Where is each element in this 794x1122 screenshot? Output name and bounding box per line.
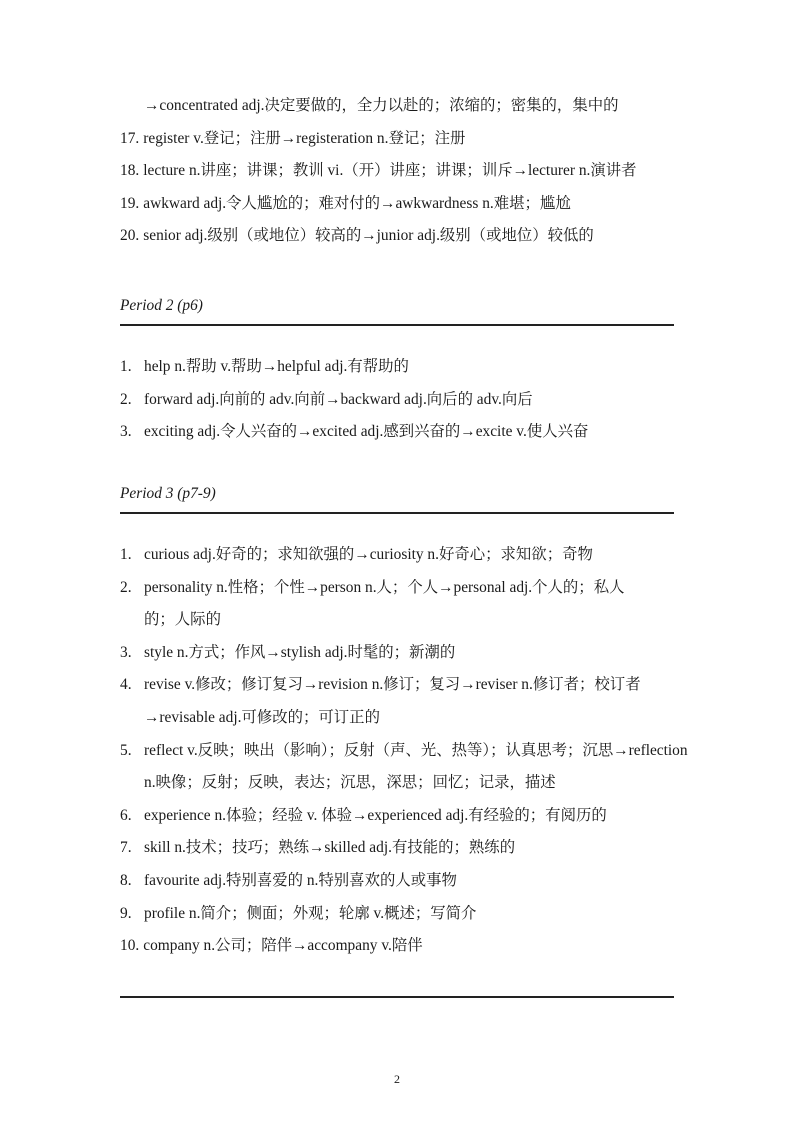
list-item-continuation: →concentrated adj.决定要做的，全力以赴的；浓缩的；密集的，集中的 [144, 97, 619, 114]
list-item-continuation: n.映像；反射；反映，表达；沉思，深思；回忆；记录，描述 [144, 774, 556, 792]
section-divider [120, 512, 674, 514]
list-item: 3. exciting adj.令人兴奋的→excited adj.感到兴奋的→excite v.使人兴奋 [120, 423, 589, 441]
list-item: 9. profile n.简介；侧面；外观；轮廓 v.概述；写简介 [120, 904, 477, 922]
list-item: 20. senior adj.级别（或地位）较高的→junior adj.级别（或地位）较低的 [120, 227, 594, 245]
vocab-list-period2 [120, 351, 676, 449]
list-item-continuation: 的；人际的 [144, 611, 221, 629]
vocab-list-period3 [120, 539, 688, 963]
list-item: 1. help n.帮助 v.帮助→helpful adj.有帮助的 [120, 358, 409, 375]
list-item: 2. personality n.性格；个性→person n.人；个人→personal adj.个人的；私人 [120, 578, 625, 596]
list-item: 1. curious adj.好奇的；求知欲强的→curiosity n.好奇心；求知欲；奇物 [120, 546, 593, 563]
list-item: 18. lecture n.讲座；讲课；教训 vi.（开）讲座；讲课；训斥→lecturer n.演讲者 [120, 162, 637, 180]
list-item: 7. skill n.技术；技巧；熟练→skilled adj.有技能的；熟练的 [120, 839, 516, 857]
list-item: 17. register v.登记；注册→registeration n.登记；注册 [120, 129, 466, 147]
list-item: 4. revise v.修改；修订复习→revision n.修订；复习→reviser n.修订者；校订者 [120, 676, 641, 694]
period2-heading: Period 2 (p6) [120, 297, 203, 314]
list-item-continuation: →revisable adj.可修改的；可订正的 [144, 708, 380, 726]
vocab-list-top [120, 90, 676, 253]
section-divider [120, 996, 674, 998]
list-item: 8. favourite adj.特别喜爱的 n.特别喜欢的人或事物 [120, 871, 457, 889]
list-item: 3. style n.方式；作风→stylish adj.时髦的；新潮的 [120, 643, 456, 661]
list-item: 2. forward adj.向前的 adv.向前→backward adj.向后的 adv.向后 [120, 390, 533, 408]
list-item: 6. experience n.体验；经验 v. 体验→experienced adj.有经验的；有阅历的 [120, 806, 607, 824]
period3-heading: Period 3 (p7-9) [120, 485, 216, 502]
list-item: 5. reflect v.反映；映出（影响）；反射（声、光、热等）；认真思考；沉思→reflection [120, 741, 688, 759]
list-item: 10. company n.公司；陪伴→accompany v.陪伴 [120, 937, 423, 955]
section-divider [120, 324, 674, 326]
page-number: 2 [394, 1072, 400, 1086]
list-item: 19. awkward adj.令人尴尬的；难对付的→awkwardness n.难堪；尴尬 [120, 194, 571, 212]
